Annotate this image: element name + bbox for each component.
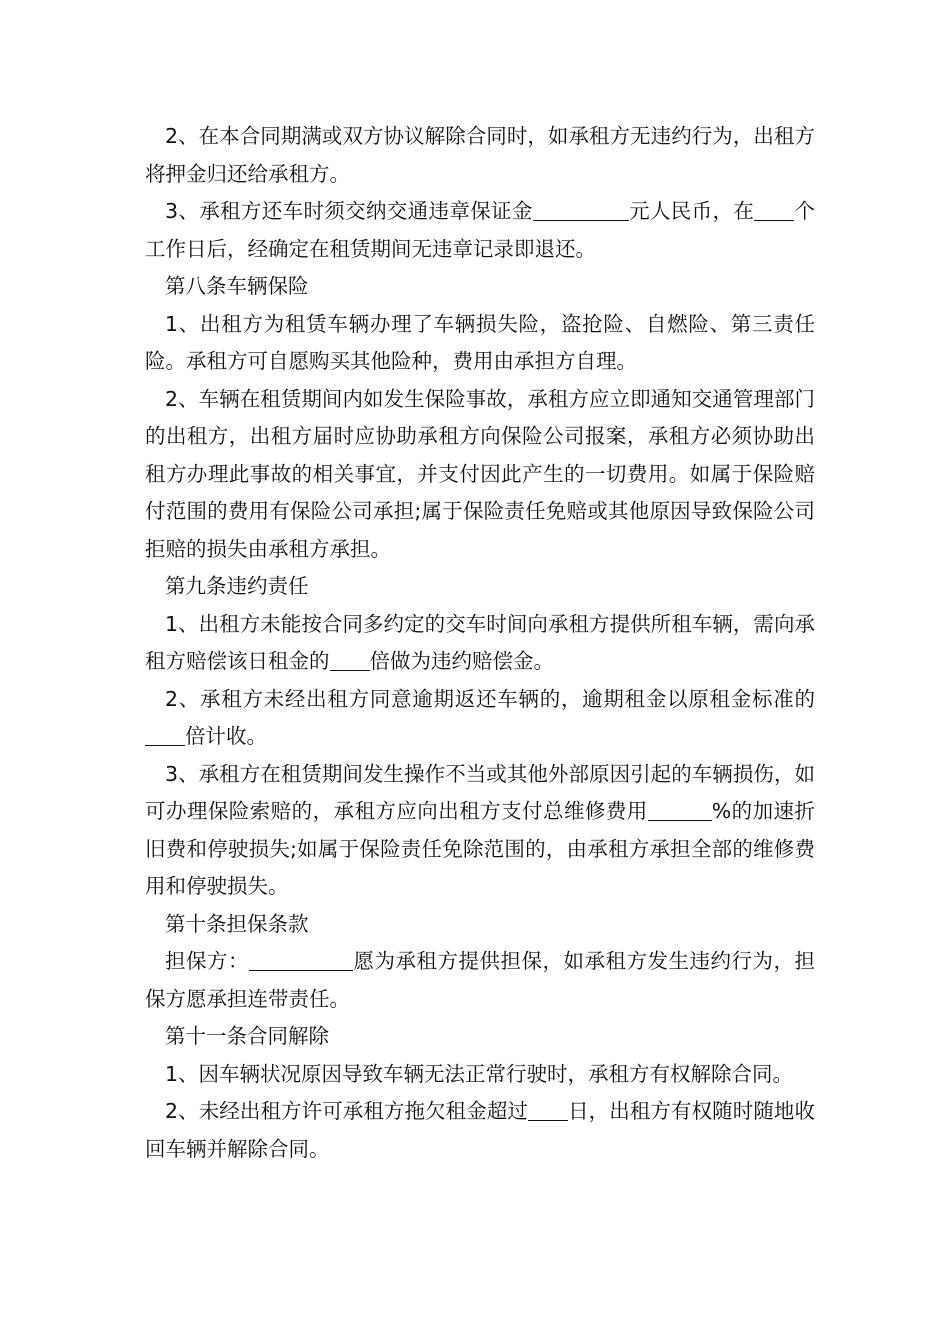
clause-11-heading: 第十一条合同解除	[165, 1024, 329, 1048]
clause-8-item-1: 1、出租方为租赁车辆办理了车辆损失险，盗抢险、自燃险、第三责任险。承租方可自愿购买其他险种，费用由承担方自理。	[145, 311, 815, 373]
clause-7-item-2: 2、在本合同期满或双方协议解除合同时，如承租方无违约行为，出租方将押金归还给承租方。	[145, 124, 815, 186]
fill-blank[interactable]	[330, 650, 370, 672]
clause-9-item-2-text-b: 倍计收。	[185, 724, 267, 748]
fill-blank[interactable]	[249, 950, 353, 972]
clause-9-item-2	[145, 681, 815, 756]
clause-9-item-1-text-a: 1、出租方未能按合同多约定的交车时间向承租方提供所租车辆，需向承租方赔偿该日租金的	[145, 611, 815, 673]
clause-9-heading: 第九条违约责任	[165, 574, 309, 598]
fill-blank[interactable]	[754, 200, 794, 222]
clause-9-item-3	[145, 756, 815, 906]
clause-9-item-3-text-b: %的加速折旧费和停驶损失;如属于保险责任免除范围的，由承租方承担全部的维修费用和停驶损失。	[145, 799, 816, 898]
clause-10-guarantor	[145, 943, 815, 1018]
clause-9-item-2-text-a: 2、承租方未经出租方同意逾期返还车辆的，逾期租金以原租金标准的	[165, 686, 815, 711]
clause-11-item-2-text-a: 2、未经出租方许可承租方拖欠租金超过	[165, 1099, 529, 1123]
fill-blank[interactable]	[648, 800, 712, 822]
clause-10-guarantor-text-b: 愿为承租方提供担保，如承租方发生违约行为，担保方愿承担连带责任。	[145, 949, 815, 1011]
clause-7-item-3	[145, 193, 815, 268]
clause-10-heading: 第十条担保条款	[165, 911, 309, 936]
clause-9-item-1-text-b: 倍做为违约赔偿金。	[369, 649, 554, 673]
clause-8-item-2: 2、车辆在租赁期间内如发生保险事故，承租方应立即通知交通管理部门的出租方，出租方届时应协助承租方向保险公司报案，承租方必须协助出租方办理此事故的相关事宜，并支付因此产生的一切费用。如属于保险赔付范围的费用有保险公司承担;属于保险责任免赔或其他原因导致保险公司拒赔的损失由承租方承担。	[145, 386, 815, 561]
clause-9-item-3-text-a: 3、承租方在租赁期间发生操作不当或其他外部原因引起的车辆损伤，如可办理保险索赔的，承租方应向出租方支付总维修费用	[145, 761, 815, 823]
document-page	[145, 118, 815, 1168]
clause-10-guarantor-text-a: 担保方：	[165, 949, 249, 973]
clause-11-item-2-text-b: 日，出租方有权随时随地收回车辆并解除合同。	[145, 1099, 815, 1161]
clause-8-heading: 第八条车辆保险	[165, 274, 309, 298]
clause-7-item-3-text-a: 3、承租方还车时须交纳交通违章保证金	[165, 199, 533, 223]
clause-9-item-1	[145, 606, 815, 681]
clause-11-item-2	[145, 1093, 815, 1168]
fill-blank[interactable]	[528, 1100, 568, 1122]
fill-blank[interactable]	[533, 200, 629, 222]
fill-blank[interactable]	[145, 725, 185, 747]
clause-7-item-3-text-b: 元人民币，在	[628, 199, 755, 223]
clause-7-item-3-text-c: 个工作日后，经确定在租赁期间无违章记录即退还。	[145, 199, 816, 261]
clause-11-item-1: 1、因车辆状况原因导致车辆无法正常行驶时，承租方有权解除合同。	[165, 1061, 794, 1086]
